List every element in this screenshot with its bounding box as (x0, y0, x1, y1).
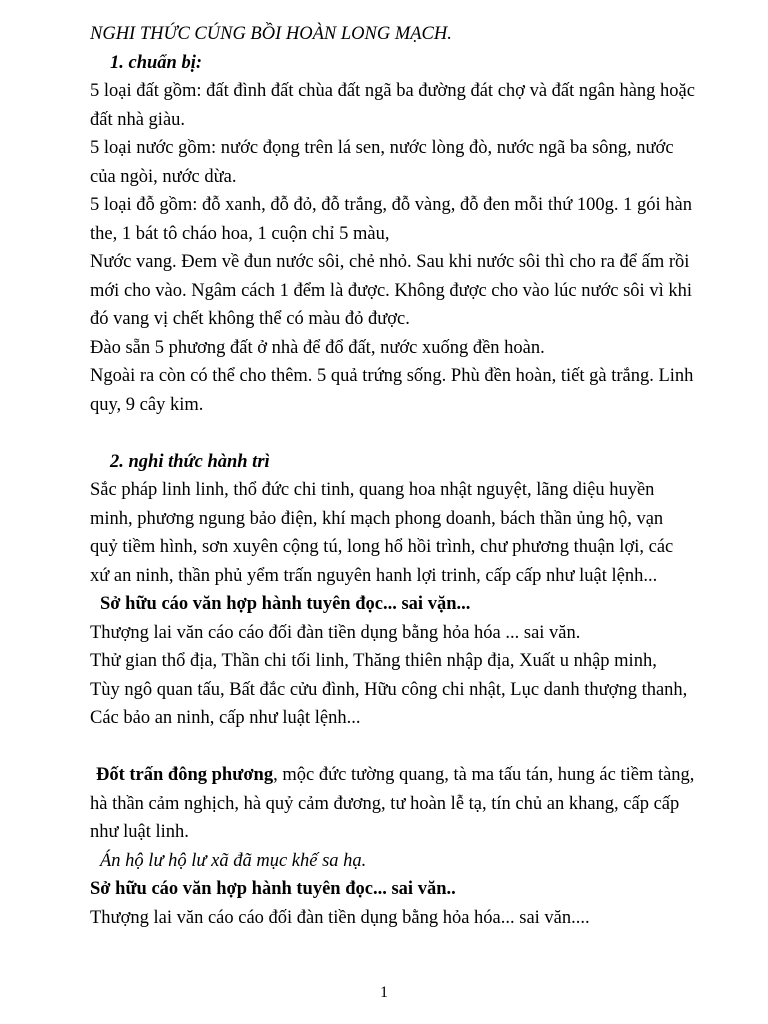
paragraph-spacer (90, 733, 754, 762)
bold-text-line: Sở hữu cáo văn hợp hành tuyên đọc... sai văn.. (90, 879, 456, 899)
text-line: Thượng lai văn cáo cáo đối đàn tiền dụng bằng hỏa hóa... sai văn.... (90, 907, 590, 928)
text-line: xứ an ninh, thần phủ yểm trấn nguyên hanh lợi trinh, cấp cấp như luật lệnh... (90, 565, 658, 586)
text-line: của ngòi, nước dừa. (90, 166, 237, 187)
text-line: quy, 9 cây kim. (90, 394, 204, 415)
italic-text-line: Án hộ lư hộ lư xã đã mục khế sa hạ. (100, 850, 367, 871)
text-line: Thử gian thổ địa, Thần chi tối linh, Thăng thiên nhập địa, Xuất u nhập minh, (90, 651, 657, 671)
text-line: mới cho vào. Ngâm cách 1 đểm là được. Không được cho vào lúc nước sôi vì khi (90, 280, 692, 301)
text-line: Đào sẵn 5 phương đất ở nhà để đổ đất, nước xuống đền hoàn. (90, 337, 545, 358)
bold-lead-text: Đốt trấn đông phương (96, 765, 274, 785)
preparation-paragraph (90, 77, 754, 419)
page-number: 1 (380, 984, 388, 1001)
text-line: hà thần cảm nghịch, hà quỷ cảm đương, tư hoàn lễ tạ, tín chủ an khang, cấp cấp (90, 793, 680, 814)
text-line: Các bảo an ninh, cấp như luật lệnh... (90, 708, 361, 728)
text-line: Tùy ngô quan tấu, Bất đắc cửu đình, Hữu công chi nhật, Lục danh thượng thanh, (90, 679, 688, 700)
text-line: 5 loại đất gồm: đất đình đất chùa đất ngã ba đường đát chợ và đất ngân hàng hoặc (90, 81, 695, 101)
text-line: minh, phương ngung bảo điện, khí mạch phong doanh, bách thần ủng hộ, vạn (90, 508, 664, 529)
bold-text-line: Sở hữu cáo văn hợp hành tuyên đọc... sai vặn... (100, 594, 471, 614)
text-line: 5 loại nước gồm: nước đọng trên lá sen, nước lòng đò, nước ngã ba sông, nước (90, 138, 674, 158)
ritual-paragraph (90, 476, 754, 733)
text-line: quỷ tiềm hình, sơn xuyên cộng tú, long hổ hồi trình, chư phương thuận lợi, các (90, 537, 674, 557)
paragraph-spacer (90, 419, 754, 448)
text-line: Sắc pháp linh linh, thổ đức chi tinh, quang hoa nhật nguyệt, lãng diệu huyền (90, 480, 655, 500)
text-line: 5 loại đỗ gồm: đỗ xanh, đỗ đỏ, đỗ trắng, đỗ vàng, đỗ đen mỗi thứ 100g. 1 gói hàn (90, 195, 692, 215)
east-direction-paragraph (90, 761, 754, 932)
lead-rest-text: , mộc đức tường quang, tà ma tấu tán, hung ác tiềm tàng, (273, 765, 695, 785)
text-line: như luật linh. (90, 822, 189, 842)
document-page (90, 20, 754, 932)
text-line: đó vang vị chết không thể có màu đỏ được. (90, 309, 410, 329)
text-line: the, 1 bát tô cháo hoa, 1 cuộn chỉ 5 màu, (90, 223, 390, 244)
text-line (90, 761, 754, 790)
text-line: đất nhà giàu. (90, 109, 186, 130)
document-title: NGHI THỨC CÚNG BỒI HOÀN LONG MẠCH. (90, 24, 452, 44)
text-line: Nước vang. Đem về đun nước sôi, chẻ nhỏ. Sau khi nước sôi thì cho ra để ấm rồi (90, 252, 690, 272)
section-heading-ritual: 2. nghi thức hành trì (110, 451, 270, 472)
text-line: Ngoài ra còn có thể cho thêm. 5 quả trứng sống. Phù đền hoàn, tiết gà trắng. Linh (90, 366, 694, 386)
section-heading-preparation: 1. chuẩn bị: (110, 52, 203, 73)
text-line: Thượng lai văn cáo cáo đối đàn tiền dụng bằng hỏa hóa ... sai văn. (90, 622, 581, 643)
